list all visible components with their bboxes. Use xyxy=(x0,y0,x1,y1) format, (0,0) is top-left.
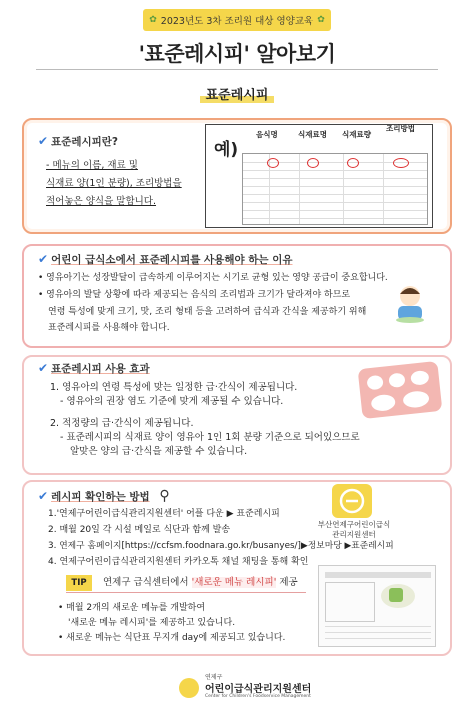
definition-heading: ✔ 표준레시피란? xyxy=(38,134,119,148)
effect-item: 1. 영유아의 연령 특성에 맞는 일정한 급·간식이 제공됩니다. xyxy=(50,382,298,393)
ribbon-text: 2023년도 3차 조리원 대상 영양교육 xyxy=(160,16,314,27)
section-subtitle: 표준레시피 xyxy=(0,84,474,103)
highlight-circle xyxy=(393,158,409,168)
check-icon: ✔ xyxy=(38,252,49,266)
reason-line: 연령 특성에 맞게 크기, 맛, 조리 형태 등을 고려하여 급식과 간식을 제공하기 위해 xyxy=(48,307,367,317)
effect-item: 2. 적정량의 급·간식이 제공됩니다. xyxy=(50,418,194,429)
tip-text: 연제구 급식센터에서 '새로운 메뉴 레시피' 제공 xyxy=(103,577,298,588)
tip-badge: TIP xyxy=(66,575,92,591)
definition-line: 식재료 양(1인 분량), 조리방법을 xyxy=(46,178,182,189)
reason-line: 표준레시피를 사용해야 합니다. xyxy=(48,323,170,333)
magnifier-icon: ⚲ xyxy=(159,488,170,504)
highlight-circle xyxy=(347,158,359,168)
definition-line: 적어놓은 양식을 말합니다. xyxy=(46,196,157,207)
effect-detail: 알맞은 양의 급·간식을 제공할 수 있습니다. xyxy=(70,446,248,457)
check-icon: ✔ xyxy=(38,361,49,375)
effects-heading: ✔ 표준레시피 사용 효과 xyxy=(38,361,150,375)
food-tray-icon xyxy=(358,361,443,419)
example-col-ingredient: 식재료명 xyxy=(298,130,327,139)
app-logo xyxy=(332,484,372,518)
method-item: 3. 연제구 홈페이지[https://ccfsm.foodnara.go.kr/busanyes/]▶정보마당 ▶표준레시피 xyxy=(48,541,394,551)
tip-bullet: • 매월 2개의 새로운 메뉴를 개발하여 xyxy=(58,603,206,613)
leaf-icon: ✿ xyxy=(317,15,325,25)
method-item: 2. 매월 20일 각 시설 메일로 식단과 함께 발송 xyxy=(48,525,231,535)
footer-logo xyxy=(175,670,315,706)
example-label: 예) xyxy=(214,140,239,160)
example-col-dish: 음식명 xyxy=(256,130,278,139)
footer-district: 연제구 xyxy=(205,674,223,681)
tip-underline xyxy=(66,592,306,593)
divider xyxy=(36,69,438,70)
highlight-circle xyxy=(267,158,279,168)
recipe-example-image xyxy=(205,124,433,228)
footer-english-name: Center for Children's Foodservice Management xyxy=(205,694,311,699)
highlight-circle xyxy=(307,158,319,168)
reason-bullet: • 영유아기는 성장발달이 급속하게 이루어지는 시기로 균형 있는 영양 공급이 중요합니다. xyxy=(38,273,388,283)
footer-center-name: 어린이급식관리지원센터 xyxy=(205,684,312,695)
method-item: 1.'연제구어린이급식관리지원센터' 어플 다운 ▶ 표준레시피 xyxy=(48,509,280,519)
definition-line: - 메뉴의 이름, 재료 및 xyxy=(46,160,138,171)
check-icon: ✔ xyxy=(38,134,49,148)
header-ribbon xyxy=(143,9,331,31)
child-eating-icon xyxy=(390,282,430,324)
center-logo-icon xyxy=(179,678,199,698)
app-caption: 부산연제구어린이급식 관리지원센터 xyxy=(317,520,391,539)
example-col-amount: 식재료량 xyxy=(342,130,371,139)
check-icon: ✔ xyxy=(38,489,49,503)
leaf-icon: ✿ xyxy=(149,15,157,25)
example-table xyxy=(242,153,428,225)
method-heading: ✔ 레시피 확인하는 방법 ⚲ xyxy=(38,488,170,504)
tip-bullet: • 새로운 메뉴는 식단표 무지개 day에 제공되고 있습니다. xyxy=(58,633,286,643)
app-logo-icon xyxy=(339,488,365,514)
example-col-method: 조리방법 xyxy=(386,124,415,133)
effect-detail: - 영유아의 권장 염도 기준에 맞게 제공될 수 있습니다. xyxy=(60,396,284,407)
method-item: 4. 연제구어린이급식관리지원센터 카카오톡 채널 채팅을 통해 확인 xyxy=(48,557,309,567)
page-title: '표준레시피' 알아보기 xyxy=(138,42,336,66)
effect-detail: - 표준레시피의 식재료 양이 영유아 1인 1회 분량 기준으로 되어있으므로 xyxy=(60,432,360,443)
reason-bullet: • 영유아의 발달 상황에 따라 제공되는 음식의 조리법과 크기가 달라져야 하므로 xyxy=(38,290,351,300)
tip-line: '새로운 메뉴 레시피'를 제공하고 있습니다. xyxy=(68,618,236,628)
reason-heading: ✔ 어린이 급식소에서 표준레시피를 사용해야 하는 이유 xyxy=(38,252,293,266)
new-menu-sheet-image xyxy=(318,565,436,647)
